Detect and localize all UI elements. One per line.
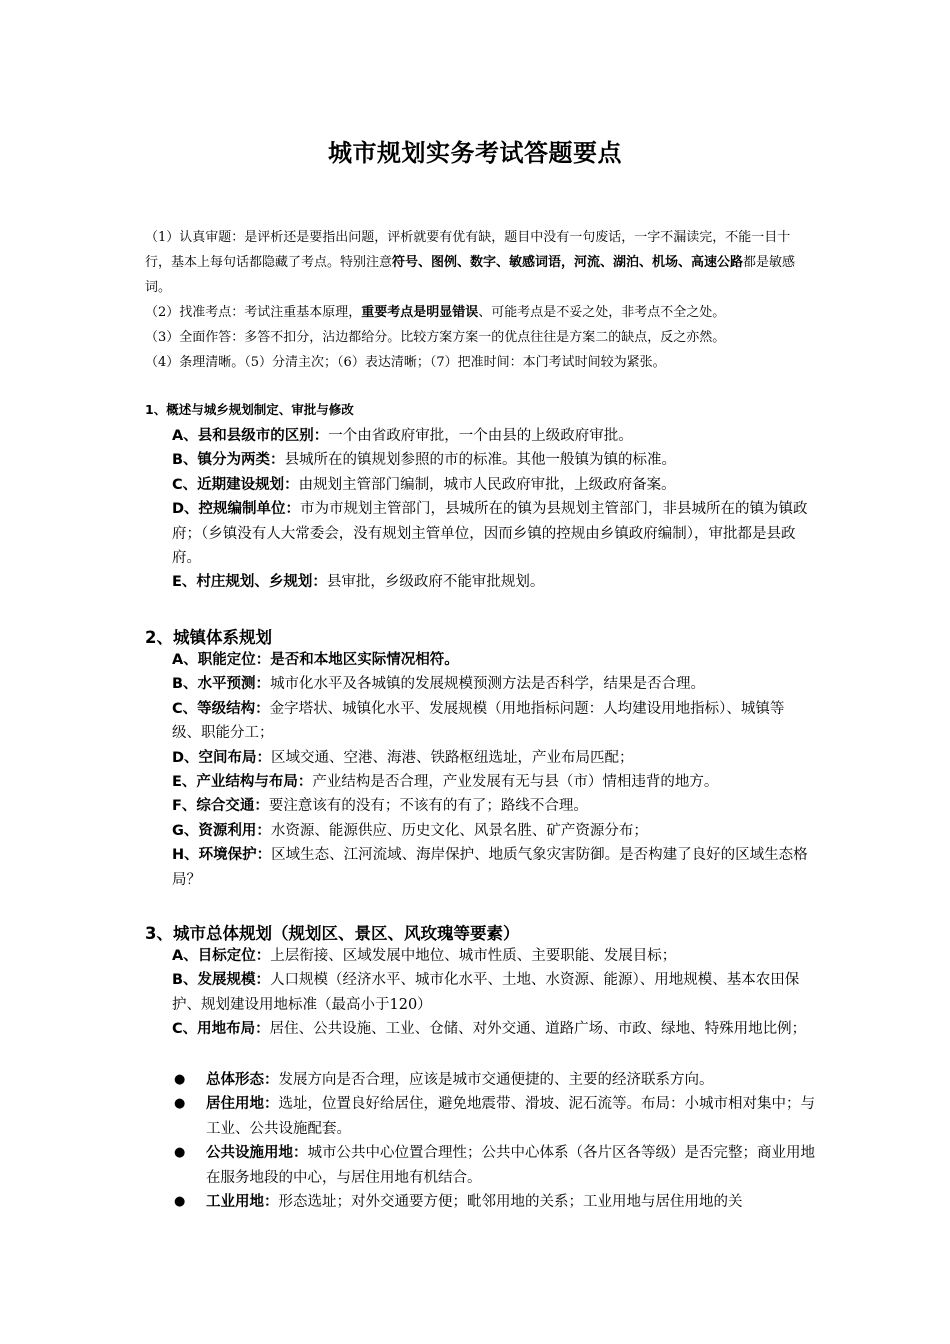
- section-3-bullet-list: [172, 1068, 817, 1214]
- bullet-icon: ●: [174, 1145, 186, 1161]
- bullet-item: ● 工业用地：形态选址；对外交通要方便；毗邻用地的关系；工业用地与居住用地的关: [172, 1190, 817, 1214]
- list-item: H、环境保护：区域生态、江河流域、海岸保护、地质气象灾害防御。是否构建了良好的区域生态格局？: [172, 847, 808, 888]
- intro-paragraph-4: （4）条理清晰。（5）分清主次；（6）表达清晰；（7）把准时间：本门考试时间较为紧张。: [145, 355, 666, 370]
- intro-section: [145, 225, 810, 375]
- section-3-items: [172, 944, 812, 1042]
- list-item: B、镇分为两类：县城所在的镇规划参照的市的标准。其他一般镇为镇的标准。: [172, 452, 677, 469]
- document-title: 城市规划实务考试答题要点: [328, 139, 622, 167]
- list-item: B、发展规模：人口规模（经济水平、城市化水平、土地、水资源、能源）、用地规模、基本农田保护、规划建设用地标准（最高小于120）: [172, 972, 800, 1013]
- bullet-icon: ●: [174, 1072, 186, 1087]
- list-item: C、近期建设规划：由规划主管部门编制，城市人民政府审批，上级政府备案。: [172, 476, 676, 493]
- section-2-items: [172, 648, 812, 892]
- bullet-item: ● 公共设施用地：城市公共中心位置合理性；公共中心体系（各片区各等级）是否完整；商业用地在服务地段的中心，与居住用地有机结合。: [172, 1141, 817, 1190]
- list-item: D、控规编制单位：市为市规划主管部门，县城所在的镇为县规划主管部门，非县城所在的镇为镇政府；（乡镇没有人大常委会，没有规划主管单位，因而乡镇的控规由乡镇政府编制），审批都是县政府。: [172, 501, 808, 567]
- section-2-heading: 2、城镇体系规划: [145, 628, 272, 647]
- intro-paragraph-1: （1）认真审题：是评析还是要指出问题，评析就要有优有缺，题目中没有一句废话，一字不漏读完，不能一目十行，基本上每句话都隐藏了考点。特别注意符号、图例、数字、敏感词语，河流、湖泊、机场、高速公路都是敏感词。: [145, 230, 796, 295]
- section-1-heading: 1、概述与城乡规划制定、审批与修改: [145, 402, 354, 417]
- list-item: A、县和县级市的区别：一个由省政府审批，一个由县的上级政府审批。: [172, 428, 633, 444]
- list-item: E、村庄规划、乡规划：县审批，乡级政府不能审批规划。: [172, 574, 545, 591]
- section-3-heading: 3、城市总体规划（规划区、景区、风玫瑰等要素）: [145, 924, 520, 943]
- list-item: B、水平预测：城市化水平及各城镇的发展规模预测方法是否科学，结果是否合理。: [172, 676, 706, 693]
- bullet-icon: ●: [174, 1096, 186, 1112]
- list-item: A、目标定位：上层衔接、区域发展中地位、城市性质、主要职能、发展目标；: [172, 948, 677, 964]
- intro-paragraph-2: （2）找准考点：考试注重基本原理，重要考点是明显错误、可能考点是不妥之处，非考点不全之处。: [145, 305, 726, 320]
- list-item: G、资源利用：水资源、能源供应、历史文化、风景名胜、矿产资源分布；: [172, 822, 648, 839]
- bullet-icon: ●: [174, 1194, 186, 1210]
- list-item: A、职能定位：是否和本地区实际情况相符。: [172, 652, 459, 668]
- list-item: C、用地布局：居住、公共设施、工业、仓储、对外交通、道路广场、市政、绿地、特殊用地比例；: [172, 1021, 807, 1038]
- intro-paragraph-3: （3）全面作答：多答不扣分，沾边都给分。比较方案方案一的优点往往是方案二的缺点，反之亦然。: [145, 330, 726, 345]
- bullet-item: ● 总体形态：发展方向是否合理，应该是城市交通便捷的、主要的经济联系方向。: [172, 1068, 817, 1092]
- section-1-items: [172, 424, 812, 595]
- list-item: C、等级结构：金字塔状、城镇化水平、发展规模（用地指标问题：人均建设用地指标）、城镇等级、职能分工；: [172, 700, 785, 742]
- list-item: D、空间布局：区域交通、空港、海港、铁路枢纽选址，产业布局匹配；: [172, 749, 634, 766]
- list-item: F、综合交通：要注意该有的没有；不该有的有了；路线不合理。: [172, 798, 588, 815]
- bullet-item: ● 居住用地：选址，位置良好给居住，避免地震带、滑坡、泥石流等。布局：小城市相对集中；与工业、公共设施配套。: [172, 1092, 817, 1141]
- list-item: E、产业结构与布局：产业结构是否合理，产业发展有无与县（市）情相违背的地方。: [172, 774, 719, 791]
